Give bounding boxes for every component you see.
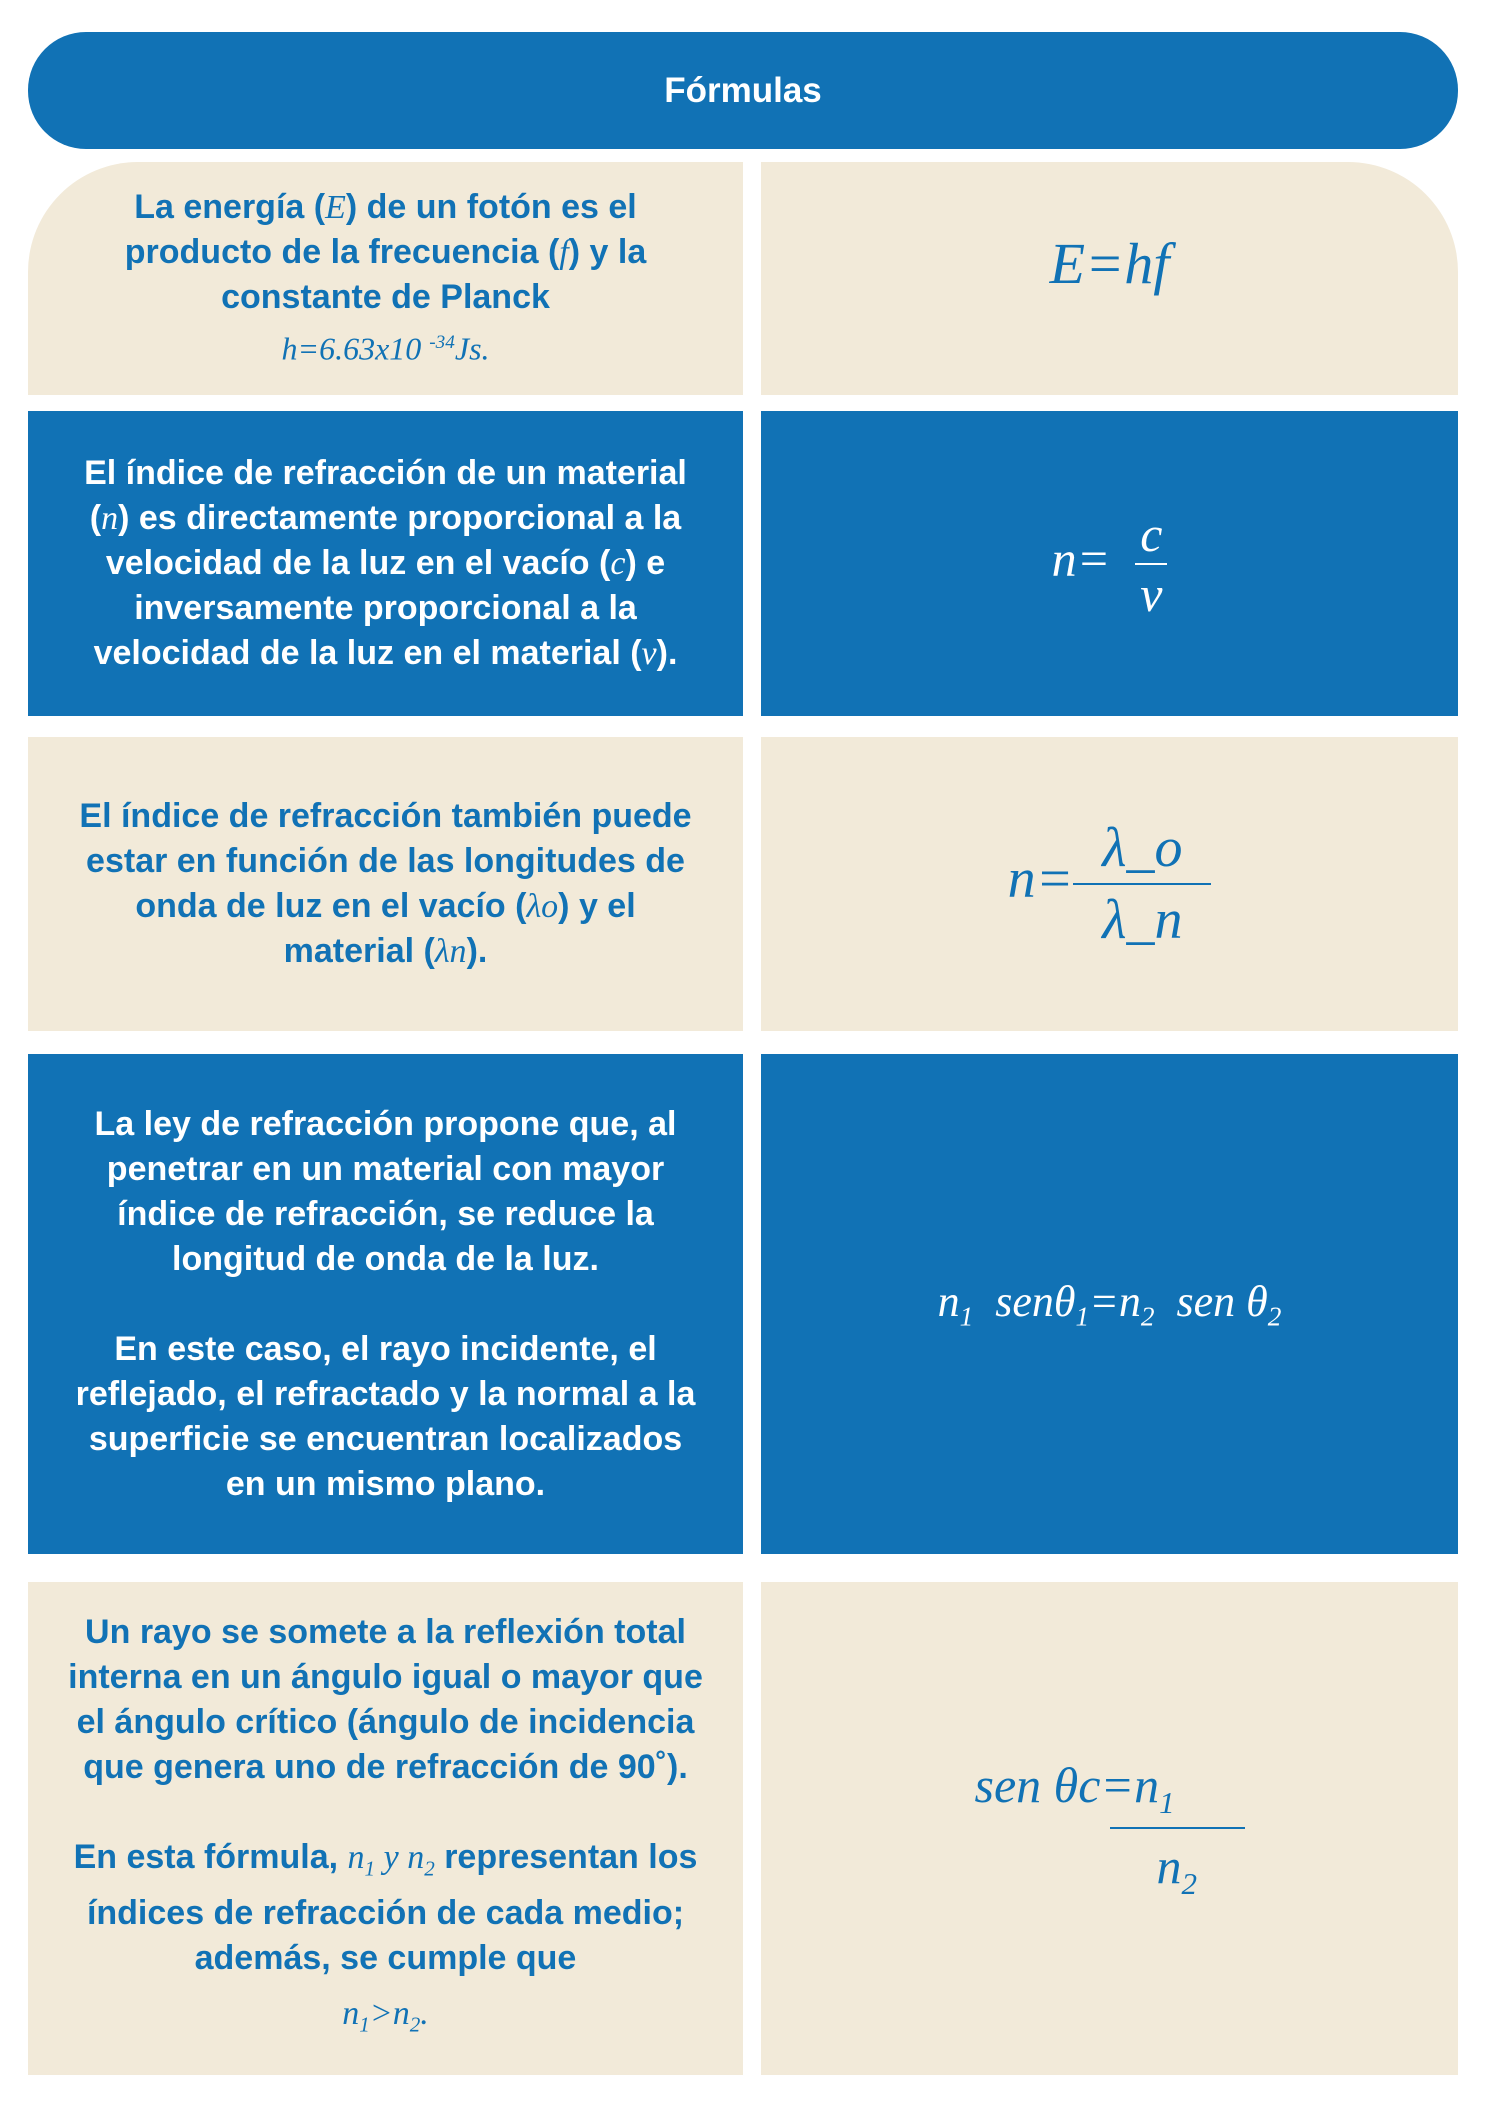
refraction-index-formula: n= $\frac{c}{v}$ — [1052, 505, 1168, 623]
page-title — [28, 32, 1458, 149]
formula-critical-angle — [761, 1582, 1458, 2075]
critical-angle-formula: sen $\theta c=n_1$ $n_2$ — [975, 1756, 1245, 1902]
inequality: $n_1>n_2$. — [342, 1995, 429, 2037]
page-title-text: Fórmulas — [664, 70, 822, 110]
description-total-reflection — [28, 1582, 743, 2075]
refraction-law-p2: En este caso, el rayo incidente, el reflejado, el refractado y la normal a la superficie se encuentran localizados en un mismo plano. — [75, 1329, 696, 1503]
formula-refraction-law — [761, 1054, 1458, 1554]
formula-refraction-index — [761, 411, 1458, 716]
refraction-index-text: El índice de refracción de un material (n) es directamente proporcional a la velocidad de la luz en el vacío (c) e inversamente proporcional a la velocidad de la luz en el material (v). — [84, 454, 687, 672]
wavelength-formula: n= $\frac{\lambda\_o}{\lambda\_n}$ — [1008, 813, 1212, 955]
description-refraction-index — [28, 411, 743, 716]
fraction: $\frac{c}{v}$ — [1135, 505, 1167, 623]
wavelength-text: El índice de refracción también puede estar en función de las longitudes de onda de luz en el vacío (λo) y el material (λn). — [79, 797, 692, 970]
description-refraction-law — [28, 1054, 743, 1554]
formula-energy — [761, 162, 1458, 395]
formula-wavelength — [761, 737, 1458, 1031]
description-energy — [28, 162, 743, 395]
description-wavelength — [28, 737, 743, 1031]
total-reflection-p2: En esta fórmula, $n_1$ y $n_2$ representan los índices de refracción de cada medio; además, se cumple que — [73, 1837, 698, 1977]
fraction: $\frac{\lambda\_o}{\lambda\_n}$ — [1073, 813, 1211, 955]
snell-formula: $n_1$ $sen\theta_1=n_2$ sen $\theta_2$ — [937, 1276, 1282, 1332]
energy-formula: E=hf — [1049, 231, 1170, 296]
planck-constant: h=6.63x10 $^{-34}$Js. — [281, 330, 490, 367]
total-reflection-p1: Un rayo se somete a la reflexión total interna en un ángulo igual o mayor que el ángulo crítico (ángulo de incidencia que genera uno de refracción de 90˚). — [68, 1612, 703, 1786]
refraction-law-p1: La ley de refracción propone que, al penetrar en un material con mayor índice de refracción, se reduce la longitud de onda de la luz. — [94, 1104, 677, 1278]
energy-text: La energía (E) de un fotón es el producto de la frecuencia (f) y la constante de Planck — [124, 188, 647, 317]
